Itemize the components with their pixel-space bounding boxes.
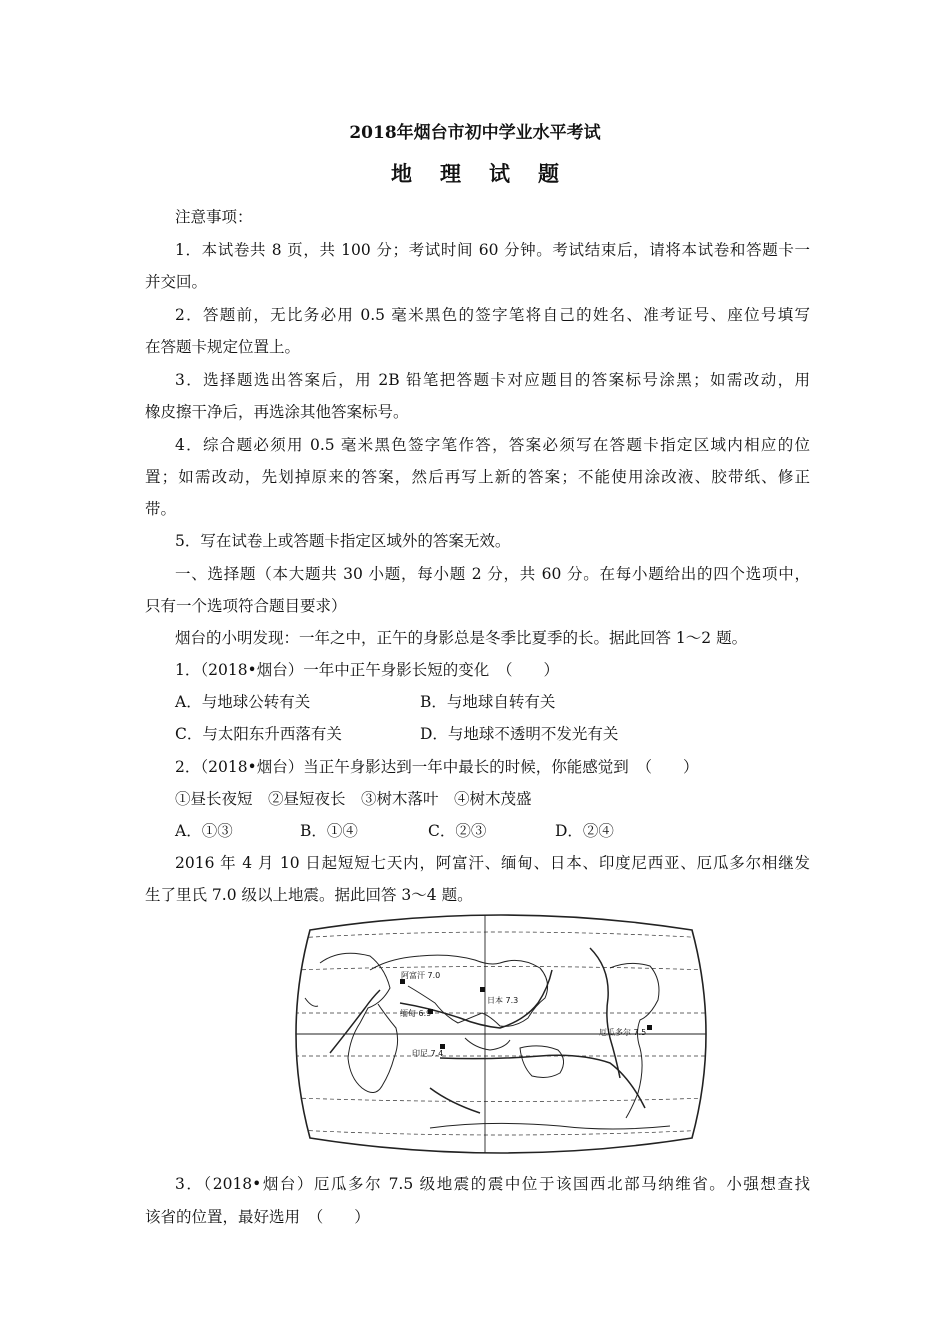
q2-option-a: A．①③ bbox=[175, 822, 233, 840]
notice-item-2-cont: 在答题卡规定位置上。 bbox=[145, 338, 301, 356]
q1-option-b: B．与地球自转有关 bbox=[420, 693, 556, 711]
notice-item-3-cont: 橡皮擦干净后，再选涂其他答案标号。 bbox=[145, 403, 409, 421]
question-1: 1．（2018•烟台）一年中正午身影长短的变化 （ ） bbox=[175, 661, 559, 679]
marker-ecuador bbox=[647, 1025, 652, 1030]
question-3: 3．（2018•烟台）厄瓜多尔 7.5 级地震的震中位于该国西北部马纳维省。小强想查找 bbox=[175, 1175, 810, 1193]
q2-option-c: C．②③ bbox=[428, 822, 487, 840]
notice-item-1: 1．本试卷共 8 页，共 100 分；考试时间 60 分钟。考试结束后，请将本试卷和答题卡一 bbox=[175, 241, 810, 259]
q1-option-a: A．与地球公转有关 bbox=[175, 693, 311, 711]
question-stem-2: 2016 年 4 月 10 日起短短七天内，阿富汗、缅甸、日本、印度尼西亚、厄瓜多尔相继发 bbox=[175, 854, 810, 872]
label-indonesia: 印尼 7.4 bbox=[412, 1049, 444, 1058]
question-stem-1: 烟台的小明发现：一年之中，正午的身影总是冬季比夏季的长。据此回答 1～2 题。 bbox=[175, 629, 748, 647]
q2-option-d: D．②④ bbox=[555, 822, 614, 840]
notice-item-1-cont: 并交回。 bbox=[145, 273, 208, 291]
section-intro-cont: 只有一个选项符合题目要求） bbox=[145, 597, 347, 615]
question-2: 2．（2018•烟台）当正午身影达到一年中最长的时候，你能感觉到 （ ） bbox=[175, 758, 699, 776]
q2-choices: ①昼长夜短 ②昼短夜长 ③树木落叶 ④树木茂盛 bbox=[175, 790, 532, 808]
q1-option-d: D．与地球不透明不发光有关 bbox=[420, 725, 619, 743]
subject-title: 地理试题 bbox=[391, 161, 587, 186]
label-ecuador: 厄瓜多尔 7.5 bbox=[599, 1028, 647, 1037]
label-japan: 日本 7.3 bbox=[487, 996, 519, 1005]
marker-japan bbox=[480, 987, 485, 992]
notice-item-2: 2．答题前，无比务必用 0.5 毫米黑色的签字笔将自己的姓名、准考证号、座位号填写 bbox=[175, 306, 810, 324]
world-map-earthquakes bbox=[290, 908, 712, 1160]
notice-heading: 注意事项： bbox=[175, 208, 253, 226]
label-myanmar: 缅甸 6.9 bbox=[400, 1009, 432, 1018]
notice-item-4-cont: 置；如需改动，先划掉原来的答案，然后再写上新的答案；不能使用涂改液、胶带纸、修正 bbox=[145, 468, 810, 486]
exam-title: 2018年烟台市初中学业水平考试 bbox=[349, 123, 601, 143]
question-3-cont: 该省的位置，最好选用 （ ） bbox=[145, 1208, 370, 1226]
section-intro: 一、选择题（本大题共 30 小题，每小题 2 分，共 60 分。在每小题给出的四个选项中， bbox=[175, 565, 810, 583]
notice-item-4: 4．综合题必须用 0.5 毫米黑色签字笔作答，答案必须写在答题卡指定区域内相应的位 bbox=[175, 436, 810, 454]
notice-item-5: 5．写在试卷上或答题卡指定区域外的答案无效。 bbox=[175, 532, 511, 550]
notice-item-3: 3．选择题选出答案后，用 2B 铅笔把答题卡对应题目的答案标号涂黑；如需改动，用 bbox=[175, 371, 810, 389]
label-afghanistan: 阿富汗 7.0 bbox=[401, 971, 441, 980]
q1-option-c: C．与太阳东升西落有关 bbox=[175, 725, 342, 743]
q2-option-b: B．①④ bbox=[300, 822, 358, 840]
notice-item-4-end: 带。 bbox=[145, 500, 177, 518]
question-stem-2-cont: 生了里氏 7.0 级以上地震。据此回答 3～4 题。 bbox=[145, 886, 473, 904]
